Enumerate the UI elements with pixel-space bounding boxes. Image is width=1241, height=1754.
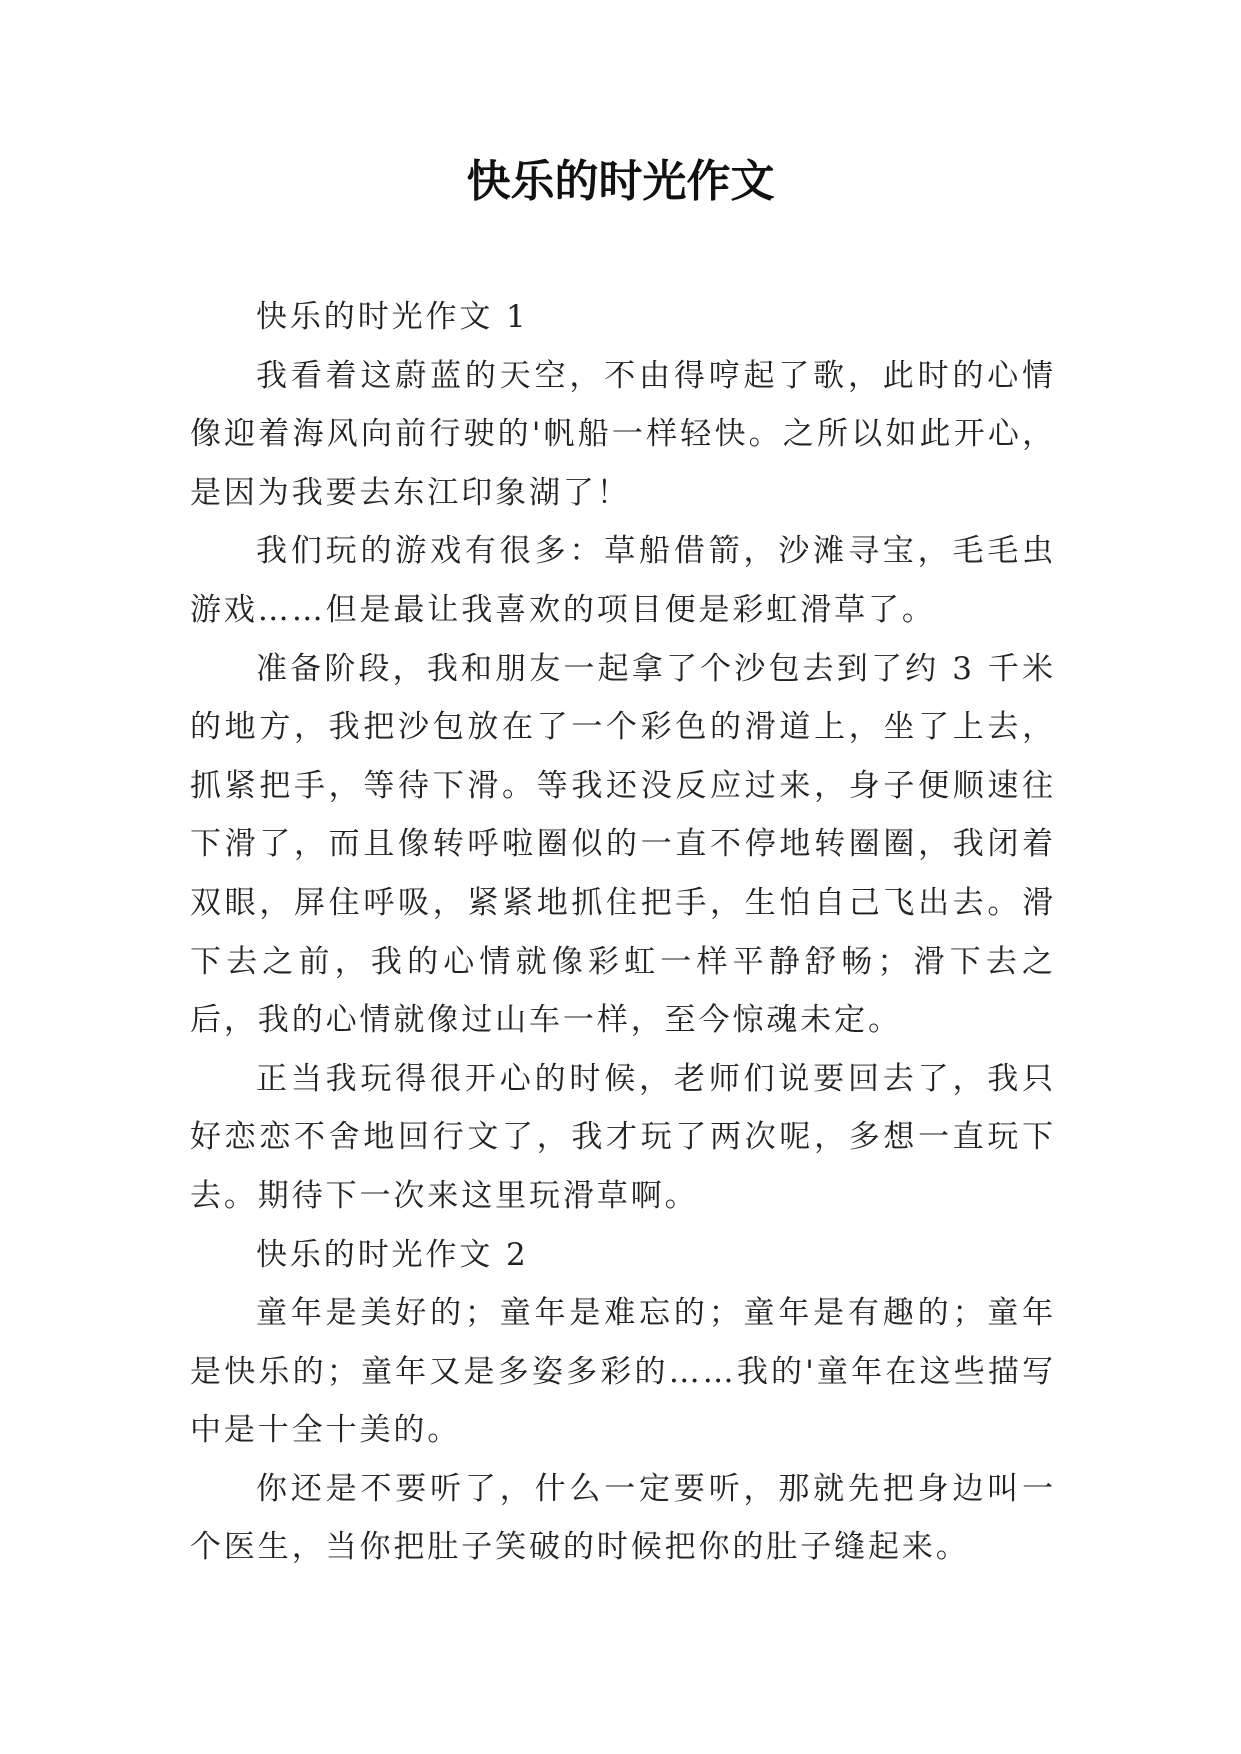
document-body (190, 288, 1056, 1577)
section-heading: 快乐的时光作文 2 (256, 1236, 529, 1273)
paragraph: 正当我玩得很开心的时候，老师们说要回去了，我只好恋恋不舍地回行文了，我才玩了两次呢，多想一直玩下去。期待下一次来这里玩滑草啊。 (190, 1060, 1056, 1214)
paragraph: 童年是美好的；童年是难忘的；童年是有趣的；童年是快乐的；童年又是多姿多彩的……我的'童年在这些描写中是十全十美的。 (190, 1295, 1056, 1449)
section-heading: 快乐的时光作文 1 (256, 299, 529, 335)
paragraph: 我看着这蔚蓝的天空，不由得哼起了歌，此时的心情像迎着海风向前行驶的'帆船一样轻快。之所以如此开心，是因为我要去东江印象湖了！ (190, 357, 1056, 511)
paragraph: 准备阶段，我和朋友一起拿了个沙包去到了约 3 千米的地方，我把沙包放在了一个彩色的滑道上，坐了上去，抓紧把手，等待下滑。等我还没反应过来，身子便顺速往下滑了，而且像转呼啦圈似的一直不停地转圈圈，我闭着双眼，屏住呼吸，紧紧地抓住把手，生怕自己飞出去。滑下去之前，我的心情就像彩虹一样平静舒畅；滑下去之后，我的心情就像过山车一样，至今惊魂未定。 (190, 650, 1056, 1039)
document-title: 快乐的时光作文 (466, 156, 775, 207)
paragraph: 我们玩的游戏有很多：草船借箭，沙滩寻宝，毛毛虫游戏……但是最让我喜欢的项目便是彩虹滑草了。 (190, 533, 1056, 628)
paragraph: 你还是不要听了，什么一定要听，那就先把身边叫一个医生，当你把肚子笑破的时候把你的肚子缝起来。 (190, 1470, 1056, 1566)
